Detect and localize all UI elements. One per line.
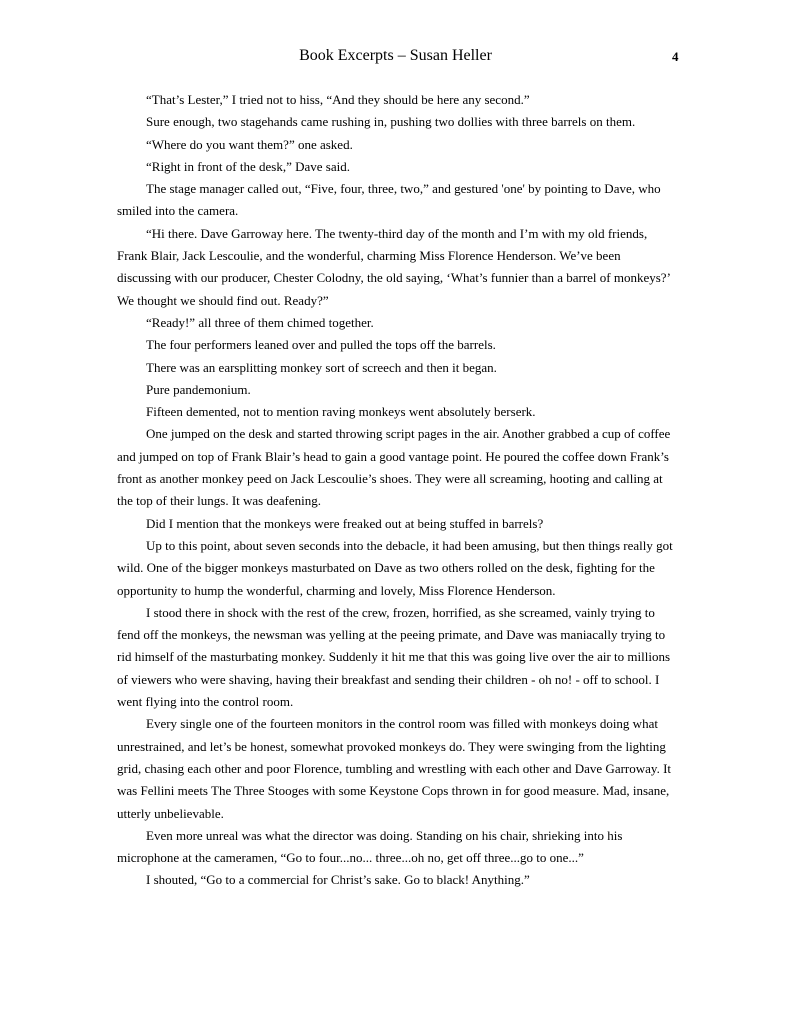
body-text (117, 89, 675, 892)
paragraph: Fifteen demented, not to mention raving monkeys went absolutely berserk. (146, 404, 536, 420)
paragraph: “Ready!” all three of them chimed together. (146, 314, 374, 330)
paragraph: “Right in front of the desk,” Dave said. (146, 158, 350, 174)
paragraph: The four performers leaned over and pulled the tops off the barrels. (146, 337, 496, 353)
paragraph: I stood there in shock with the rest of the crew, frozen, horrified, as she screamed, vainly trying to fend off the monkeys, the newsman was yelling at the peeing primate, and Dave was maniacally trying to rid himself of the masturbating monkey. Suddenly it hit me that this was going live over the air to millions of viewers who were shaving, having their breakfast and sending their children - oh no! - off to school. I went flying into the control room. (117, 604, 671, 710)
paragraph: One jumped on the desk and started throwing script pages in the air. Another grabbed a cup of coffee and jumped on top of Frank Blair’s head to gain a good vantage point. He poured the coffee down Frank’s front as another monkey peed on Jack Lescoulie’s shoes. They were all screaming, hooting and calling at the top of their lungs. It was deafening. (117, 426, 671, 509)
paragraph: “Where do you want them?” one asked. (146, 136, 353, 152)
paragraph: Pure pandemonium. (146, 381, 251, 397)
paragraph: Up to this point, about seven seconds into the debacle, it had been amusing, but then things really got wild. One of the bigger monkeys masturbated on Dave as two others rolled on the desk, fighting for the opportunity to hump the wonderful, charming and lovely, Miss Florence Henderson. (117, 537, 673, 598)
paragraph: I shouted, “Go to a commercial for Christ’s sake. Go to black! Anything.” (146, 872, 530, 888)
paragraph: There was an earsplitting monkey sort of screech and then it began. (146, 359, 497, 375)
paragraph: Every single one of the fourteen monitors in the control room was filled with monkeys doing what unrestrained, and let’s be honest, somewhat provoked monkeys do. They were swinging from the lighting grid, chasing each other and poor Florence, tumbling and wrestling with each other and Dave Garroway. It was Fellini meets The Three Stooges with some Keystone Cops thrown in for good measure. Mad, insane, utterly unbelievable. (117, 716, 672, 821)
paragraph: Sure enough, two stagehands came rushing in, pushing two dollies with three barrels on them. (146, 114, 636, 130)
paragraph: The stage manager called out, “Five, four, three, two,” and gestured 'one' by pointing to Dave, who smiled into the camera. (117, 181, 661, 219)
page-number: 4 (672, 49, 679, 64)
paragraph: Did I mention that the monkeys were freaked out at being stuffed in barrels? (146, 515, 544, 531)
paragraph: “That’s Lester,” I tried not to hiss, “And they should be here any second.” (146, 92, 530, 107)
paragraph: “Hi there. Dave Garroway here. The twenty-third day of the month and I’m with my old friends, Frank Blair, Jack Lescoulie, and the wonderful, charming Miss Florence Henderson. We’ve been discussing with our producer, Chester Colodny, the old saying, ‘What’s funnier than a barrel of monkeys?’ We thought we should find out. Ready?” (117, 225, 670, 308)
page-header-title: Book Excerpts – Susan Heller (299, 47, 492, 64)
paragraph: Even more unreal was what the director was doing. Standing on his chair, shrieking into his microphone at the cameramen, “Go to four...no... three...oh no, get off three...go to one...” (117, 827, 623, 866)
